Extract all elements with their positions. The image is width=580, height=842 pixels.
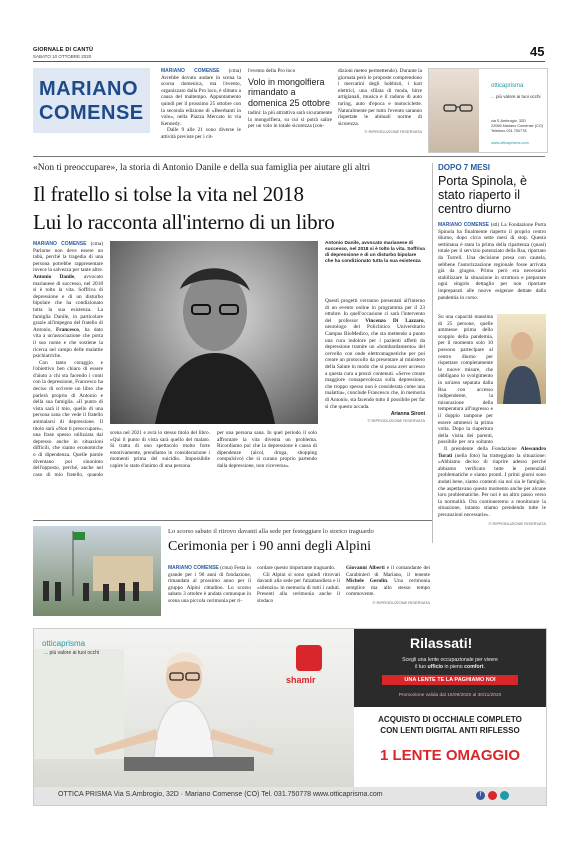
top-article-text: Avrebbe dovuto andare in scena la scorsa domenica, ma l'evento, organizzato dalla Pro loco, è slittato a causa del maltempo. Appuntamento quindi per il prossimo 25 ottobre con la seconda edizione di «Beerbanti in volo», nella Piazza Mercato in via Kennedy.: [161, 74, 241, 127]
offer-line2-mid: in pieno: [444, 664, 463, 670]
top-article-col3: [338, 68, 422, 134]
offer-box: [354, 629, 546, 707]
shamir-logo-icon: [296, 645, 322, 671]
paper-name: GIORNALE DI CANTÙ: [33, 47, 94, 53]
side-title: Porta Spinola, è stato riaperto il centro diurno: [438, 174, 527, 216]
main-byline-rest: (cma) Parlarne non deve essere un tabù, perché la tragedia di una persona potrebbe rappresentare invece la salvezza per tante altre.: [33, 241, 103, 274]
main-photo: [110, 241, 318, 424]
top-article-text-4: tadini: la più attrattiva sarà sicuramente la mongolfiera, su cui si potrà salire per un volo in totale sicurezza (con-: [248, 110, 332, 130]
shamir-logo-text: shamir: [286, 675, 316, 685]
group-illustration: [33, 526, 161, 616]
bottom-ad-brand: otticaprisma: [42, 639, 86, 648]
bottom-ad[interactable]: [33, 628, 547, 806]
side-col-3: [438, 446, 546, 527]
side-copyright: © RIPRODUZIONE RISERVATA: [488, 520, 546, 526]
alpini-text3a: e il comandante dei Carabinieri di Mariano, il tenente: [346, 565, 430, 578]
alpini-byline: MARIANO COMENSE: [168, 565, 219, 571]
main-signature: Arianna Sironi: [390, 411, 425, 418]
instagram-icon[interactable]: [488, 791, 497, 800]
bottom-ad-footer: [34, 787, 546, 805]
main-col3: per una persona sana. In quel periodo il solo affrontare la vita diventa un problema. Ricordiamo poi che la depressione è causa di dipendenze (alcol, droga, shopping compulsivo) che si curano proprio partendo dalla depressione, non viceversa».: [217, 430, 317, 469]
side-text1: (stl) La Fondazione Porta Spinola ha finalmente riaperto il proprio centro diurno, dopo circa sette mesi di stop. Questa settimana è stata la prima della ripartenza (quasi) totale per il servizio potenziato della Rsa, riportato da Turrell. Una decisione presa con cautela, sebbene l'autorizzazione regionale fosse arrivata già da giugno. Prima però era necessario stabilizzare la situazione in struttura e preparare ogni singolo dettaglio per non riportare impreparati alle nuove esigenze dettate dalla pandemia in corso.: [438, 222, 546, 301]
side-col-2: Su una capacità massima di 25 persone, quelle ammesse prima dello scoppio della pandemia, per il momento solo 10 possono partecipare al centro diurno per rispettare completamente le nuove misure, che obbligano lo svolgimento in un'area separata dalla Rsa con accesso indipendente, la misurazione della temperatura all'ingresso e il doppio tampone per essere ammessi la prima volta. Dopo la riapertura della visita dei parenti, possibile per ora soltanto: [438, 314, 493, 444]
top-ad-address2: 22066 Mariano Comense (CO): [491, 124, 543, 128]
bottom-ad-tagline: ... più valore ai tuoi occhi: [44, 650, 100, 656]
top-ad-tagline: ... più valore ai tuoi occhi: [491, 94, 541, 99]
offer-line2-pre: il tuo: [415, 664, 427, 670]
top-ad-brand: otticaprisma: [491, 83, 524, 89]
main-byline: MARIANO COMENSE: [33, 241, 87, 247]
offer-line1: Scegli una lente occupazionale per vivere: [402, 657, 498, 663]
alpini-text2b: Gli Alpini si sono quindi ritrovati davanti alla sede per l'alzabandiera e il «silenzio» in memoria di tutti i caduti. Presenti alla cerimonia anche il sindaco: [257, 571, 340, 604]
main-lead-bold: Antonio Danile: [33, 273, 75, 280]
alpini-photo: [33, 526, 161, 616]
top-article-copyright: © RIPRODUZIONE RISERVATA: [364, 129, 422, 135]
top-article-byline: MARIANO COMENSE: [161, 68, 220, 74]
alpini-text2: cordare questo importante traguardo.: [257, 565, 336, 571]
side-text3-bold: Alessandro Turati: [438, 446, 547, 459]
side-byline: MARIANO COMENSE: [438, 222, 489, 228]
main-col4b: , neurologo del Policlinico Universitario Campus BioMedico, che sta mettendo a punto una cura indolore per i pazienti affetti da depressione tramite un «bombardamento» del cervello con onde elettromagnetiche per poi creare un protocollo da presentare al ministero della Salute in modo che si possa aver accesso a questa cura a prezzi contenuti. «Serve creare maggiore consapevolezza sulla depressione, che troppo spesso non è considerata come una malattia», conclude Francesco che, in memoria di Antonio, sta facendo tutto il possibile per far sì che questo accada.: [325, 317, 425, 410]
side-col-1: [438, 222, 546, 301]
offer-line2-bold2: comfort: [464, 664, 484, 670]
top-article-text-2: Dalle 9 alle 21 sono diverse le attività previste per i cit-: [161, 127, 241, 140]
top-article-text-5: dizioni meteo permettendo). Durante la giornata però le proposte comprendono i mercatini degli hobbisti, i kart elettrici, una sfilata di moda, birre artigianali, musica e il raduno di auto turing, auto d'epoca e motociclette. Naturalmente per tutto l'evento saranno rispettate le abituali norme di sicurezza.: [338, 68, 422, 127]
offer-line2: il tuo ufficio in pieno comfort.: [415, 664, 485, 670]
purchase-line2: CON LENTI DIGITAL ANTI RIFLESSO: [380, 726, 520, 735]
top-article-title: Volo in mongolfiera rimandato a domenica 25 ottobre: [248, 76, 331, 108]
top-article-byline-rest: (cma): [228, 68, 241, 74]
main-col4a: Questi progetti verranno presentati all'interno di un evento online in programma per il 23 ottobre. In quell'occasione ci sarà l'intervento del professor: [325, 298, 425, 324]
paper-date: SABATO 10 OTTOBRE 2020: [33, 54, 92, 59]
alpini-title: Cerimonia per i 90 anni degli Alpini: [168, 539, 371, 554]
alpini-bold1: Giovanni Alberti: [346, 565, 385, 571]
main-col1c: Con tanto coraggio e l'obiettivo ben chiaro di essere d'aiuto a chi sta facendo i conti con la depressione, Francesco ha deciso di scrivere un libro che parlerà proprio di Antonio e della sua famiglia. «Il punto di vista sarà il mio, quello di una persona sana che vede il fratello ammalarsi di depressione. Il titolo sarà «Non ti preoccupare», una frase spesso utilizzata dal depresso anche in situazioni difficili, che siamo economiche o di dipendenza. Quelle parole diventano poi sinonimo dell'opposto, perché, anche nel caso di mio fratello, quando: [33, 359, 103, 477]
alpini-col2: [257, 565, 340, 605]
main-title-1: Il fratello si tolse la vita nel 2018: [33, 182, 304, 206]
offer-button[interactable]: UNA LENTE TE LA PAGHIAMO NOI: [382, 675, 518, 685]
section-label-line2: COMENSE: [39, 102, 144, 124]
main-col1b: , ha dato vita a un'associazione che porta il suo nome e che sostiene la ricerca nel campo delle malattie psichiatriche.: [33, 326, 103, 360]
main-col2: scena nel 2021 e avrà lo stesso titolo del libro. «Qui il punto di vista sarà quello del malato. Si tratta di uno spettacolo molto forte emotivamente, prendiamo in considerazione i momenti prima del suicidio. Impossibile capire lo stato d'animo di una persona: [110, 430, 210, 469]
offer-title: Rilassati!: [410, 635, 473, 651]
main-col1-bold2: Francesco: [56, 326, 79, 333]
facebook-icon[interactable]: f: [476, 791, 485, 800]
messenger-icon[interactable]: [500, 791, 509, 800]
side-text3b: (nella foto) ha tratteggiato la situazione: «Abbiamo deciso di riaprire adesso perché abbiamo verificato tutte le potenziali problematiche e siamo pronti. I primi giorni sono andati bene, siamo contenti sia noi sia le famiglie, che aspettavano questo momento anche per alcune loro problematiche. Per noi è un altro passo verso la normalità. Ora continueremo a monitorare la situazione, intanto stiamo prendendo tutte le precauzioni necessarie».: [438, 452, 546, 518]
main-col4-bold: Vincenzo Di Lazzaro: [365, 317, 424, 324]
alpini-col3: [346, 565, 430, 607]
offer-promo: Promozione valida dal 16/09/2020 al 30/11/2020: [398, 693, 502, 698]
alpini-text1: (cma) Festa in grande per i 90 anni di fondazione, rimandata al prossimo anno per il gruppo Alpini cittadino. Lo scorso sabato 3 ottobre è andata comunque in scena una piccola cerimonia per ri-: [168, 565, 251, 604]
main-col4: [325, 298, 425, 424]
glasses-icon: [443, 99, 473, 107]
top-article-col1: [161, 68, 241, 141]
alpini-text3b: . Una cerimonia semplice ma allo stesso tempo commovente.: [346, 578, 430, 598]
alpini-bold2: Michele Gerolin: [346, 578, 388, 585]
alpini-overline: Lo scorso sabato il ritrovo davanti alla sede per festeggiare lo storico traguardo: [168, 528, 374, 535]
masthead: [33, 47, 233, 59]
alpini-copyright: © RIPRODUZIONE RISERVATA: [372, 599, 430, 605]
main-title-2: Lui lo racconta all'interno di un libro: [33, 210, 335, 234]
main-copyright: © RIPRODUZIONE RISERVATA: [367, 417, 425, 423]
bottom-ad-footer-text: OTTICA PRISMA Via S.Ambrogio, 32D · Mariano Comense (CO) Tel. 031.750778 www.otticaprisma.com: [58, 791, 383, 798]
side-photo: [497, 314, 546, 404]
portrait-illustration: [110, 241, 318, 424]
main-overline: «Non ti preoccupare», la storia di Antonio Danile e della sua famiglia per aiutare gli altri: [33, 163, 371, 173]
side-kicker: DOPO 7 MESI: [438, 163, 491, 172]
top-ad[interactable]: [428, 68, 548, 153]
purchase-line1: ACQUISTO DI OCCHIALE COMPLETO: [378, 715, 522, 724]
page-number: 45: [530, 44, 545, 59]
main-col1: [33, 241, 103, 477]
main-caption: Antonio Danile, avvocato marianese di successo, nel 2018 si è tolto la vita. Soffriva di depressione e di un disturbo bipolare che ha condizionato tutta la sua esistenza: [325, 241, 425, 264]
top-ad-phone: Telefono 031.750778: [491, 129, 527, 133]
offer-line2-bold: ufficio: [427, 664, 444, 670]
section-label: [33, 68, 150, 133]
portrait-illustration: [497, 314, 546, 404]
gift-line: 1 LENTE OMAGGIO: [379, 747, 520, 764]
top-ad-web[interactable]: www.otticaprisma.com: [491, 141, 529, 145]
side-text3: Il presidente della Fondazione: [444, 446, 517, 452]
alpini-col1: [168, 565, 251, 605]
top-article-text-3: l'evento della Pro loco: [248, 68, 296, 74]
top-ad-address1: via S.Ambrogio, 32D: [491, 119, 526, 123]
section-label-line1: MARIANO: [39, 78, 139, 100]
top-article-col2: [248, 68, 332, 130]
main-col1a: , avvocato marianese di successo, nel 2018 si è tolto la vita. Soffriva di depressione e di un disturbo bipolare che ha condizionato tutta la sua esistenza. La famiglia Danile, in particolare grazie all'impegno del fratello di Antonio,: [33, 273, 103, 333]
